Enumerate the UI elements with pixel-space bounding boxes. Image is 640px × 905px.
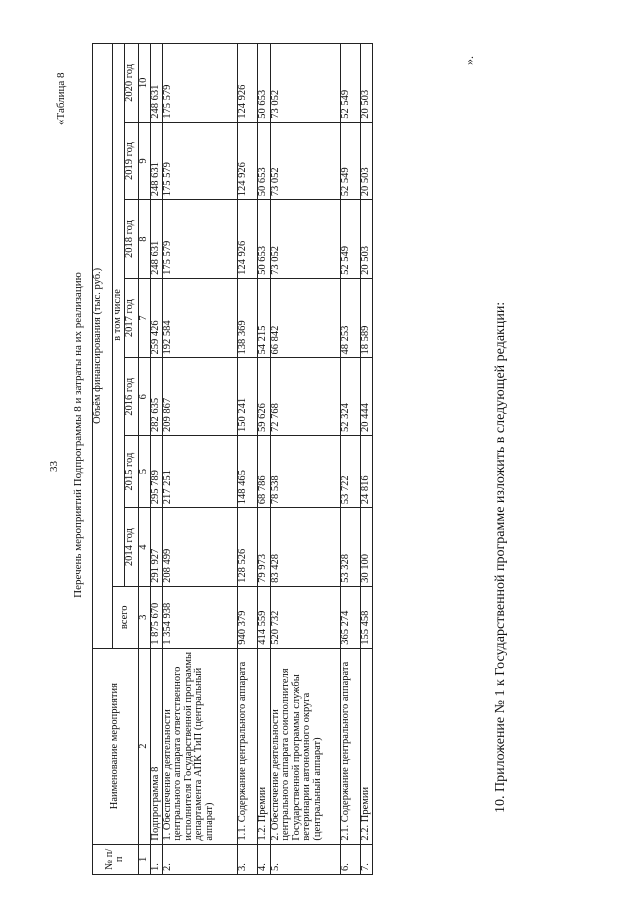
column-number: 10: [138, 44, 150, 123]
year-value: 150 241: [237, 358, 257, 436]
funding-table: [92, 43, 373, 875]
year-value: 66 842: [270, 278, 340, 358]
total-value: 1 875 670: [150, 586, 162, 648]
table-row: [162, 44, 237, 875]
year-value: 52 549: [340, 200, 360, 279]
year-value: 83 428: [270, 508, 340, 587]
page-number: 33: [48, 461, 60, 472]
table-row: [257, 44, 270, 875]
year-value: 291 927: [150, 508, 162, 587]
header-including: в том числе: [113, 44, 125, 587]
table-title: Перечень мероприятий Подпрограммы 8 и затраты на их реализацию: [72, 272, 84, 598]
year-value: 73 052: [270, 122, 340, 200]
year-value: 20 503: [360, 44, 372, 123]
total-value: 414 559: [257, 586, 270, 648]
total-value: 940 379: [237, 586, 257, 648]
header-no: № п/п: [93, 844, 139, 874]
year-value: 20 444: [360, 358, 372, 436]
year-value: 79 973: [257, 508, 270, 587]
total-value: 1 354 938: [162, 586, 237, 648]
year-value: 259 426: [150, 278, 162, 358]
column-number: 3: [138, 586, 150, 648]
column-number: 4: [138, 508, 150, 587]
year-value: 50 653: [257, 200, 270, 279]
year-value: 52 324: [340, 358, 360, 436]
year-value: 282 635: [150, 358, 162, 436]
row-number: 1.: [150, 844, 162, 874]
total-value: 520 732: [270, 586, 340, 648]
year-value: 209 867: [162, 358, 237, 436]
table-row: [150, 44, 162, 875]
total-value: 155 458: [360, 586, 372, 648]
year-value: 52 549: [340, 44, 360, 123]
header-year: 2019 год: [124, 122, 138, 200]
year-value: 124 926: [237, 44, 257, 123]
year-value: 248 631: [150, 122, 162, 200]
total-value: 365 274: [340, 586, 360, 648]
row-number: 4.: [257, 844, 270, 874]
year-value: 50 653: [257, 44, 270, 123]
year-value: 52 549: [340, 122, 360, 200]
column-number: 1: [138, 844, 150, 874]
year-value: 72 768: [270, 358, 340, 436]
column-number: 8: [138, 200, 150, 279]
header-year: 2018 год: [124, 200, 138, 279]
year-value: 175 579: [162, 200, 237, 279]
column-numbers-row: [138, 44, 150, 875]
row-number: 5.: [270, 844, 340, 874]
header-funding: Объём финансирования (тыс. руб.): [93, 44, 113, 649]
activity-name: 1. Обеспечение деятельности центрального аппарата ответственного исполнителя Государственной программы департамента АПК ТиП (центральный аппарат): [162, 648, 237, 844]
row-number: 2.: [162, 844, 237, 874]
year-value: 78 538: [270, 436, 340, 508]
year-value: 128 526: [237, 508, 257, 587]
column-number: 6: [138, 358, 150, 436]
year-value: 248 631: [150, 200, 162, 279]
closing-text: 10. Приложение № 1 к Государственной программе изложить в следующей редакции:: [493, 301, 508, 813]
year-value: 53 328: [340, 508, 360, 587]
year-value: 18 589: [360, 278, 372, 358]
column-number: 7: [138, 278, 150, 358]
header-name: Наименование мероприятия: [93, 648, 139, 844]
activity-name: 2.2. Премии: [360, 648, 372, 844]
column-number: 2: [138, 648, 150, 844]
year-value: 59 626: [257, 358, 270, 436]
year-value: 124 926: [237, 122, 257, 200]
header-year: 2016 год: [124, 358, 138, 436]
activity-name: 1.1. Содержание центрального аппарата: [237, 648, 257, 844]
year-value: 20 503: [360, 122, 372, 200]
year-value: 73 052: [270, 44, 340, 123]
year-value: 138 369: [237, 278, 257, 358]
year-value: 54 215: [257, 278, 270, 358]
year-value: 20 503: [360, 200, 372, 279]
header-year: 2015 год: [124, 436, 138, 508]
table-body: [150, 44, 372, 875]
row-number: 7.: [360, 844, 372, 874]
row-number: 3.: [237, 844, 257, 874]
year-value: 73 052: [270, 200, 340, 279]
closing-quote: ».: [462, 56, 476, 65]
year-value: 30 100: [360, 508, 372, 587]
header-year: 2020 год: [124, 44, 138, 123]
year-value: 124 926: [237, 200, 257, 279]
activity-name: 1.2. Премии: [257, 648, 270, 844]
year-value: 217 251: [162, 436, 237, 508]
column-number: 9: [138, 122, 150, 200]
table-row: [270, 44, 340, 875]
year-value: 48 253: [340, 278, 360, 358]
year-value: 68 786: [257, 436, 270, 508]
activity-name: 2.1. Содержание центрального аппарата: [340, 648, 360, 844]
table-row: [237, 44, 257, 875]
activity-name: Подпрограмма 8: [150, 648, 162, 844]
year-value: 53 722: [340, 436, 360, 508]
table-row: [360, 44, 372, 875]
activity-name: 2. Обеспечение деятельности центрального аппарата соисполнителя Государственной программы службы ветеринарии автономного округа (центральный аппарат): [270, 648, 340, 844]
year-value: 208 499: [162, 508, 237, 587]
year-value: 175 579: [162, 44, 237, 123]
year-value: 50 653: [257, 122, 270, 200]
year-value: 24 816: [360, 436, 372, 508]
header-year: 2017 год: [124, 278, 138, 358]
table-number: «Таблица 8: [55, 72, 67, 125]
column-number: 5: [138, 436, 150, 508]
header-total: всего: [113, 586, 139, 648]
header-year: 2014 год: [124, 508, 138, 587]
year-value: 192 584: [162, 278, 237, 358]
table-header: [93, 44, 151, 875]
year-value: 248 631: [150, 44, 162, 123]
table-row: [340, 44, 360, 875]
year-value: 175 579: [162, 122, 237, 200]
year-value: 295 789: [150, 436, 162, 508]
row-number: 6.: [340, 844, 360, 874]
year-value: 148 465: [237, 436, 257, 508]
